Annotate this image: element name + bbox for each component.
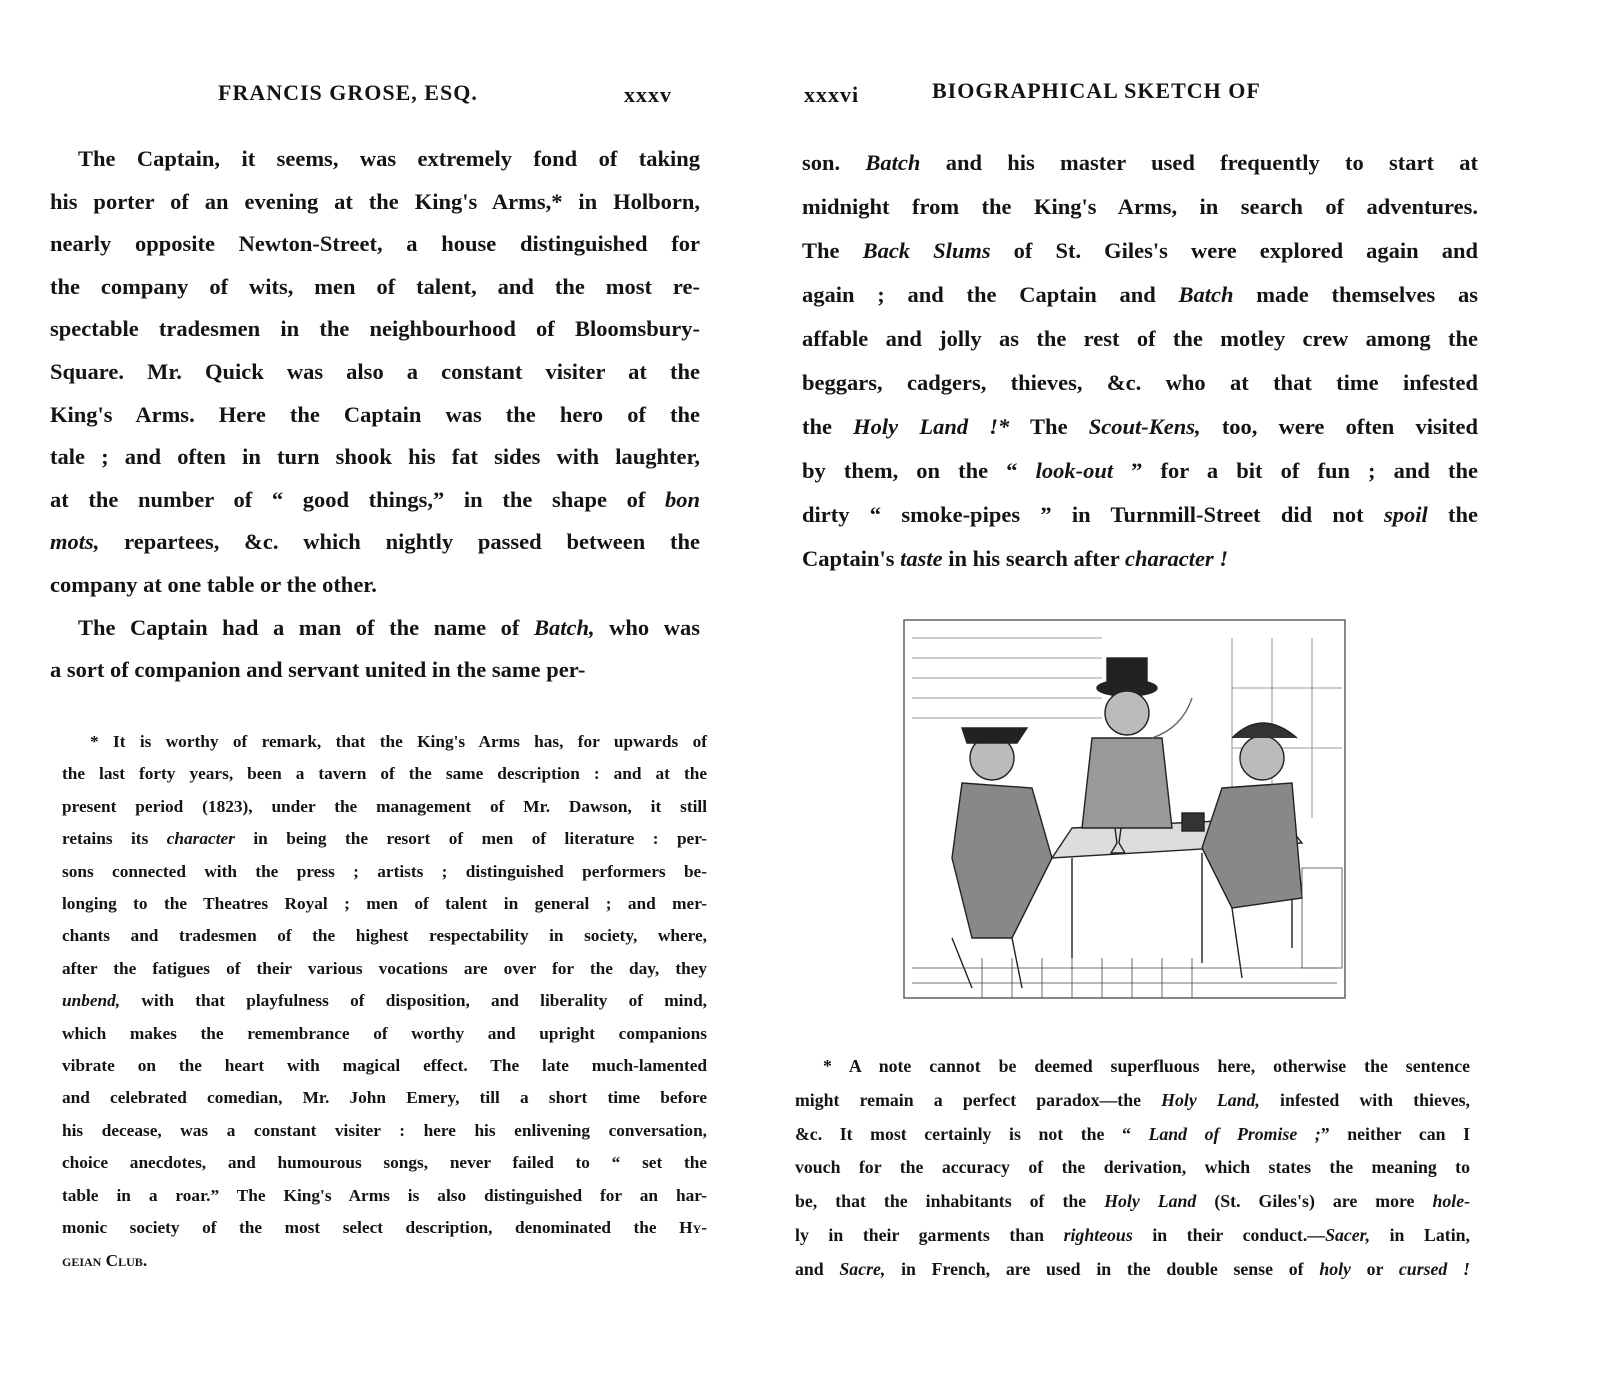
text-line xyxy=(50,479,700,522)
italic-text: Back Slums xyxy=(862,238,991,263)
tavern-engraving-illustration xyxy=(902,618,1347,1003)
text-segment: midnight from the King's Arms, in search of adventures. xyxy=(802,194,1478,219)
text-line xyxy=(802,493,1478,537)
text-segment: and his master used frequently to start at xyxy=(920,150,1478,175)
text-segment: his decease, was a constant visiter : here his enlivening conversation, xyxy=(62,1120,707,1140)
italic-text: Sacre, xyxy=(839,1258,886,1279)
text-line xyxy=(62,1245,707,1277)
text-segment: who was xyxy=(594,614,700,640)
text-line xyxy=(50,607,700,650)
text-segment: or xyxy=(1350,1258,1399,1279)
text-segment: Square. Mr. Quick was also a constant visiter at the xyxy=(50,358,700,384)
italic-text: unbend, xyxy=(62,991,121,1011)
body-text xyxy=(802,141,1478,581)
text-segment: in their conduct.— xyxy=(1132,1224,1326,1245)
text-line xyxy=(50,351,700,394)
text-segment: present period (1823), under the management of Mr. Dawson, it still xyxy=(62,796,707,816)
text-segment: The Captain, it seems, was extremely fond of taking xyxy=(78,146,700,171)
text-line xyxy=(795,1151,1470,1185)
text-segment: geian Club. xyxy=(62,1250,148,1270)
text-segment: (St. Giles's) are more xyxy=(1196,1191,1433,1212)
italic-text: Batch, xyxy=(533,614,595,640)
text-line xyxy=(802,449,1478,493)
text-line xyxy=(62,1082,707,1114)
text-line xyxy=(62,1050,707,1082)
text-segment: King's Arms. Here the Captain was the hero of the xyxy=(50,401,700,427)
text-segment: dirty “ smoke-pipes ” in Turnmill-Street did not xyxy=(802,502,1384,527)
text-line xyxy=(62,758,707,790)
italic-text: Batch xyxy=(1178,282,1234,307)
text-segment: ” neither can I xyxy=(1320,1123,1470,1144)
text-segment: * It is worthy of remark, that the King's Arms has, for upwards of xyxy=(90,732,707,751)
italic-text: taste xyxy=(900,546,943,571)
text-segment: The xyxy=(802,238,863,263)
text-line xyxy=(795,1084,1470,1118)
text-line xyxy=(802,317,1478,361)
text-segment: vouch for the accuracy of the derivation, which states the meaning to xyxy=(795,1157,1470,1178)
text-segment: retains its xyxy=(62,829,167,849)
text-line xyxy=(62,1115,707,1147)
text-segment: longing to the Theatres Royal ; men of talent in general ; and mer- xyxy=(62,894,707,914)
text-segment: after the fatigues of their various vocations are over for the day, they xyxy=(62,958,707,978)
text-line xyxy=(50,394,700,437)
running-head-title: BIOGRAPHICAL SKETCH OF xyxy=(932,78,1261,103)
text-line xyxy=(802,405,1478,449)
italic-text: Batch xyxy=(865,150,921,175)
text-line xyxy=(62,1147,707,1179)
italic-text: Holy Land !* xyxy=(853,414,1010,439)
text-line xyxy=(62,888,707,920)
text-line xyxy=(62,1212,707,1244)
text-line xyxy=(795,1253,1470,1287)
text-segment: in Latin, xyxy=(1370,1224,1470,1245)
text-segment: might remain a perfect paradox—the xyxy=(795,1089,1162,1110)
text-segment: a sort of companion and servant united in the same per- xyxy=(50,657,586,683)
text-segment: ly in their garments than xyxy=(795,1224,1064,1245)
text-line xyxy=(62,726,707,758)
text-line xyxy=(802,229,1478,273)
italic-text: Land of Promise ; xyxy=(1148,1123,1321,1144)
text-line xyxy=(795,1219,1470,1253)
text-line xyxy=(802,185,1478,229)
text-segment: and celebrated comedian, Mr. John Emery, till a short time before xyxy=(62,1088,707,1108)
body-text xyxy=(50,138,700,692)
text-segment: infested with thieves, xyxy=(1259,1089,1471,1110)
page-number: xxxvi xyxy=(804,82,860,107)
text-line xyxy=(50,266,700,309)
text-segment: by them, on the “ xyxy=(802,458,1036,483)
text-line xyxy=(62,1180,707,1212)
page-number: xxxv xyxy=(624,82,672,107)
text-segment: company at one table or the other. xyxy=(50,571,377,597)
text-line xyxy=(62,856,707,888)
text-segment: &c. It most certainly is not the “ xyxy=(795,1123,1149,1144)
text-segment: and xyxy=(795,1258,840,1279)
running-head-title: FRANCIS GROSE, ESQ. xyxy=(218,80,478,105)
text-line xyxy=(50,138,700,181)
text-line xyxy=(802,537,1478,581)
text-segment: repartees, &c. which nightly passed between the xyxy=(99,529,700,555)
text-segment: affable and jolly as the rest of the motley crew among the xyxy=(802,326,1478,351)
text-line xyxy=(62,920,707,952)
text-segment: with that playfulness of disposition, and liberality of mind, xyxy=(120,991,707,1011)
text-line xyxy=(795,1185,1470,1219)
text-segment: the company of wits, men of talent, and the most re- xyxy=(50,273,700,299)
italic-text: righteous xyxy=(1063,1224,1133,1245)
italic-text: Holy Land, xyxy=(1161,1089,1260,1110)
text-segment: at the number of “ good things,” in the shape of xyxy=(50,486,665,512)
text-segment: in French, are used in the double sense of xyxy=(885,1258,1320,1279)
text-line xyxy=(795,1118,1470,1152)
italic-text: look-out xyxy=(1035,458,1114,483)
italic-text: Scout-Kens, xyxy=(1088,414,1201,439)
text-segment: son. xyxy=(802,150,866,175)
text-segment: * A note cannot be deemed superfluous here, otherwise the sentence xyxy=(823,1056,1470,1076)
text-segment: monic society of the most select description, denominated the xyxy=(62,1218,680,1238)
text-segment: be, that the inhabitants of the xyxy=(795,1191,1105,1212)
text-segment: the xyxy=(802,414,854,439)
italic-text: spoil xyxy=(1383,502,1428,527)
text-segment: table in a roar.” The King's Arms is also distinguished for an har- xyxy=(62,1185,707,1205)
text-segment: in being the resort of men of literature : per- xyxy=(234,829,708,849)
text-segment: tale ; and often in turn shook his fat sides with laughter, xyxy=(50,444,700,470)
text-segment: the xyxy=(1427,502,1478,527)
text-segment: his porter of an evening at the King's Arms,* in Holborn, xyxy=(50,188,700,214)
text-line xyxy=(62,1018,707,1050)
text-line xyxy=(62,985,707,1017)
text-line xyxy=(802,141,1478,185)
text-segment: spectable tradesmen in the neighbourhood of Bloomsbury- xyxy=(50,316,700,342)
italic-text: cursed ! xyxy=(1398,1258,1470,1279)
footnote xyxy=(795,1050,1470,1287)
text-segment: vibrate on the heart with magical effect. The late much-lamented xyxy=(62,1056,707,1076)
text-line xyxy=(50,649,700,692)
italic-text: holy xyxy=(1319,1258,1351,1279)
text-segment: of St. Giles's were explored again and xyxy=(990,238,1478,263)
italic-text: Holy Land xyxy=(1104,1191,1197,1212)
text-line xyxy=(50,564,700,607)
text-segment: too, were often visited xyxy=(1200,414,1478,439)
text-line xyxy=(795,1050,1470,1084)
text-line xyxy=(62,791,707,823)
text-segment: ” for a bit of fun ; and the xyxy=(1113,458,1478,483)
text-line xyxy=(62,823,707,855)
text-segment: beggars, cadgers, thieves, &c. who at that time infested xyxy=(802,370,1478,395)
text-segment: in his search after xyxy=(942,546,1125,571)
text-line xyxy=(50,436,700,479)
text-segment: Hy- xyxy=(679,1218,707,1238)
text-segment: again ; and the Captain and xyxy=(802,282,1179,307)
italic-text: mots, xyxy=(50,529,100,555)
italic-text: hole- xyxy=(1432,1191,1471,1212)
text-line xyxy=(802,361,1478,405)
text-line xyxy=(50,181,700,224)
text-line xyxy=(802,273,1478,317)
text-segment: The xyxy=(1009,414,1089,439)
text-segment: choice anecdotes, and humourous songs, never failed to “ set the xyxy=(62,1153,707,1173)
text-segment: nearly opposite Newton-Street, a house distinguished for xyxy=(50,231,700,257)
italic-text: Sacer, xyxy=(1325,1224,1371,1245)
text-line xyxy=(50,521,700,564)
text-segment: The Captain had a man of the name of xyxy=(78,614,534,640)
italic-text: character ! xyxy=(1124,546,1229,571)
text-line xyxy=(62,953,707,985)
footnote xyxy=(62,726,707,1277)
text-segment: sons connected with the press ; artists ; distinguished performers be- xyxy=(62,861,707,881)
text-line xyxy=(50,308,700,351)
text-segment: made themselves as xyxy=(1233,282,1478,307)
text-line xyxy=(50,223,700,266)
italic-text: bon xyxy=(664,486,700,512)
italic-text: character xyxy=(166,829,235,849)
text-segment: which makes the remembrance of worthy and upright companions xyxy=(62,1023,707,1043)
text-segment: the last forty years, been a tavern of the same description : and at the xyxy=(62,764,707,784)
text-segment: chants and tradesmen of the highest respectability in society, where, xyxy=(62,926,707,946)
text-segment: Captain's xyxy=(802,546,901,571)
